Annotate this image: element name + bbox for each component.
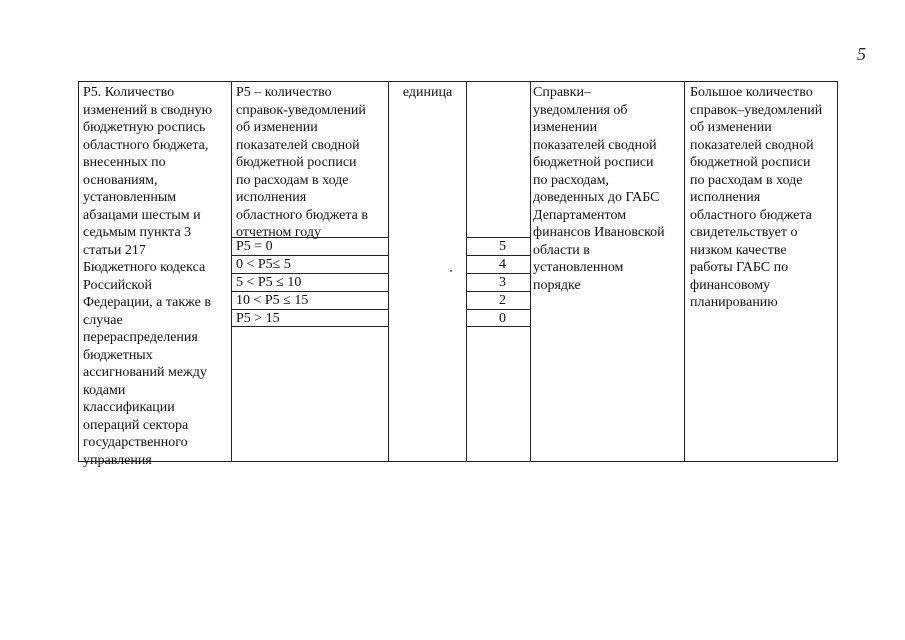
source-text-line: установленном	[533, 260, 624, 275]
source-text-line: уведомления об	[533, 102, 628, 118]
indicator-text-line: Российской	[83, 277, 152, 293]
range-row: Р5 > 15	[232, 309, 388, 327]
range-row: Р5 = 0	[232, 237, 388, 255]
comment-text-line: исполнения	[690, 190, 761, 205]
comment-text-line: финансовому	[690, 277, 771, 293]
indicator-text-line: случае	[83, 312, 123, 328]
indicator-text-line: внесенных по	[83, 155, 166, 170]
indicator-text-line: абзацами шестым и	[83, 207, 201, 223]
formula-text-line: Р5 – количество	[236, 85, 332, 100]
formula-text-line: справок-уведомлений	[236, 102, 366, 118]
source-text-line: по расходам,	[533, 172, 609, 188]
source-text-line: порядке	[533, 277, 581, 293]
source-text-line: показателей сводной	[533, 137, 657, 153]
indicator-text-line: Федерации, а также в	[83, 295, 211, 310]
score-row: 0	[467, 309, 530, 327]
indicator-text-line: перераспределения	[83, 330, 198, 345]
indicator-text-line: операций сектора	[83, 417, 189, 433]
indicator-text-line: седьмым пункта 3	[83, 225, 192, 240]
comment-text-line: свидетельствует о	[690, 225, 798, 240]
formula-text-line: об изменении	[236, 120, 318, 135]
source-text-line: изменении	[533, 120, 598, 135]
comment-text-line: об изменении	[690, 120, 772, 135]
comment-text-line: по расходам в ходе	[690, 172, 803, 188]
source-cell	[531, 82, 685, 461]
source-text-line: бюджетной росписи	[533, 155, 654, 170]
scores-list	[467, 237, 530, 327]
comment-text-line: работы ГАБС по	[690, 260, 789, 275]
comment-text-line: справок–уведомлений	[690, 102, 823, 118]
ranges-list	[232, 237, 388, 327]
formula-description	[232, 82, 388, 240]
indicator-text-line: кодами	[83, 382, 126, 398]
range-row: 0 < Р5≤ 5	[232, 255, 388, 273]
indicator-text-line: бюджетных	[83, 347, 153, 363]
indicator-text-line: областного бюджета,	[83, 137, 209, 153]
source-text-line: финансов Ивановской	[533, 225, 665, 240]
comment-text-line: бюджетной росписи	[690, 155, 811, 170]
range-row: 5 < Р5 ≤ 10	[232, 273, 388, 291]
indicator-text-line: бюджетную роспись	[83, 120, 206, 135]
indicator-text-line: управления	[83, 452, 152, 468]
comment-text-line: областного бюджета	[690, 207, 812, 223]
formula-cell	[232, 82, 389, 461]
score-row: 4	[467, 255, 530, 273]
indicator-text-line: изменений в сводную	[83, 102, 213, 118]
comment-text-line: показателей сводной	[690, 137, 814, 153]
indicator-text-line: классификации	[83, 400, 175, 415]
page-number: 5	[857, 44, 866, 64]
indicator-text-line: установленным	[83, 190, 177, 205]
comment-text-line: Большое количество	[690, 85, 813, 100]
source-text-line: доведенных до ГАБС	[533, 190, 660, 205]
scan-speck	[450, 270, 452, 272]
formula-text-line: показателей сводной	[236, 137, 360, 153]
indicator-text-line: ассигнований между	[83, 365, 207, 380]
indicator-table	[78, 81, 838, 468]
indicator-text-line: Бюджетного кодекса	[83, 260, 206, 275]
source-text-line: Справки–	[533, 85, 591, 100]
indicator-text-line: статьи 217	[83, 242, 146, 258]
formula-text-line: отчетном году	[236, 225, 322, 240]
score-cell	[467, 82, 531, 461]
indicator-text-line: Р5. Количество	[83, 85, 175, 100]
formula-text-line: областного бюджета в	[236, 207, 369, 223]
indicator-text-line: государственного	[83, 435, 188, 450]
formula-text-line: по расходам в ходе	[236, 172, 349, 188]
unit-cell: единица	[389, 82, 467, 461]
range-row: 10 < Р5 ≤ 15	[232, 291, 388, 309]
indicator-text-line: основаниям,	[83, 172, 158, 188]
comment-text-line: планированию	[690, 295, 778, 310]
score-row: 2	[467, 291, 530, 309]
source-text-line: Департаментом	[533, 207, 627, 223]
score-row: 5	[467, 237, 530, 255]
comment-text-line: низком качестве	[690, 242, 787, 258]
indicator-cell	[79, 82, 232, 468]
score-row: 3	[467, 273, 530, 291]
comment-cell	[685, 82, 839, 461]
source-text-line: области в	[533, 242, 590, 258]
formula-text-line: бюджетной росписи	[236, 155, 357, 170]
formula-text-line: исполнения	[236, 190, 307, 205]
